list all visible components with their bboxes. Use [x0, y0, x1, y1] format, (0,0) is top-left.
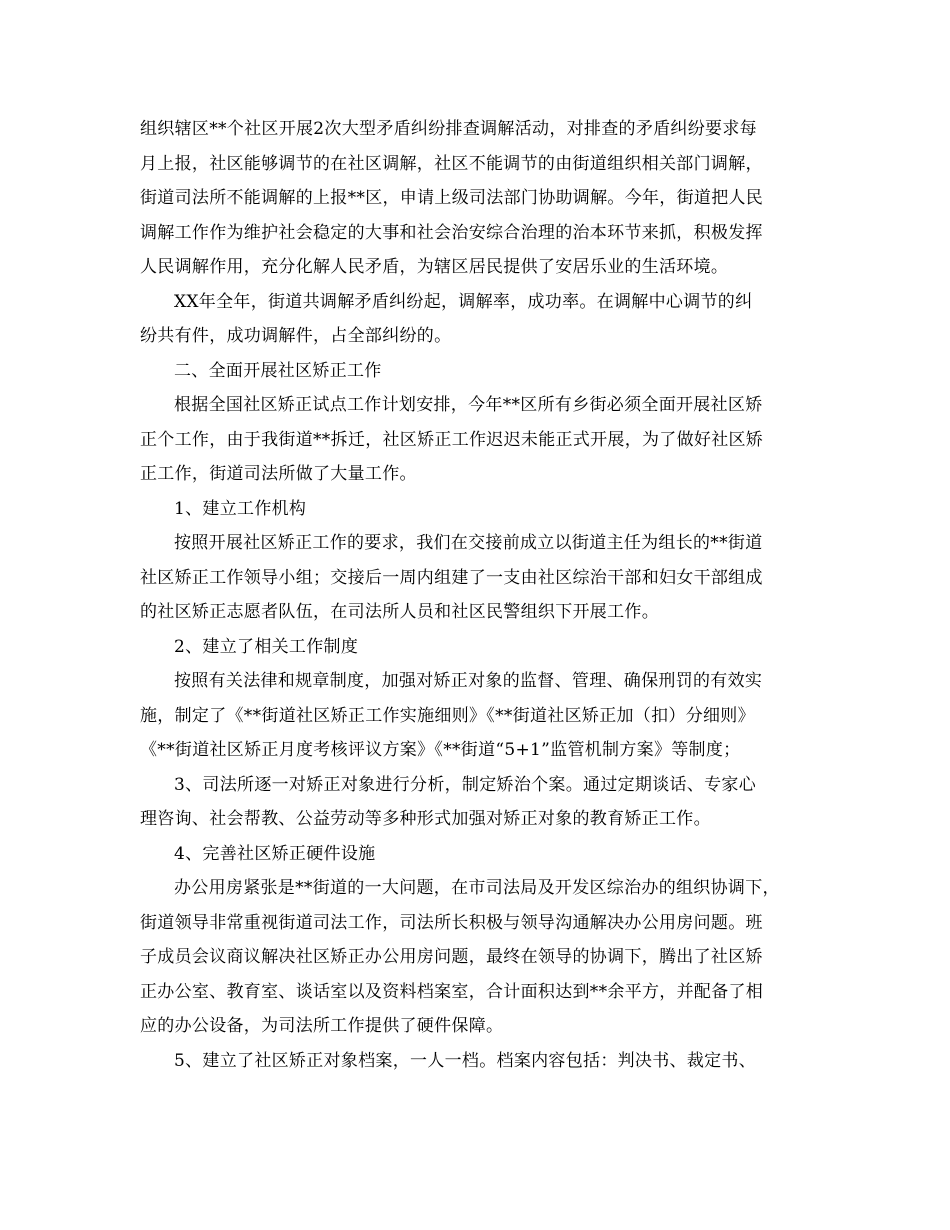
text-line: 调解工作作为维护社会稳定的大事和社会治安综合治理的治本环节来抓，积极发挥	[140, 222, 763, 243]
text-line: 理咨询、社会帮教、公益劳动等多种形式加强对矫正对象的教育矫正工作。	[140, 809, 711, 829]
text-line: 正工作，街道司法所做了大量工作。	[140, 464, 417, 484]
text-line: 子成员会议商议解决社区矫正办公用房问题，最终在领导的协调下，腾出了社区矫	[140, 947, 763, 967]
text-line: 按照有关法律和规章制度，加强对矫正对象的监督、管理、确保刑罚的有效实	[174, 671, 763, 691]
text-line: 社区矫正工作领导小组；交接后一周内组建了一支由社区综治干部和妇女干部组成	[140, 567, 763, 588]
text-line: 组织辖区**个社区开展2次大型矛盾纠纷排查调解活动，对排查的矛盾纠纷要求每	[140, 119, 757, 139]
text-line: 人民调解作用，充分化解人民矛盾，为辖区居民提供了安居乐业的生活环境。	[140, 257, 729, 277]
text-line: 月上报，社区能够调节的在社区调解，社区不能调节的由街道组织相关部门调解，	[140, 153, 763, 174]
text-line: 5、建立了社区矫正对象档案，一人一档。档案内容包括：判决书、裁定书、	[174, 1050, 757, 1071]
subsection-heading: 4、完善社区矫正硬件设施	[174, 843, 376, 864]
text-line: 按照开展社区矫正工作的要求，我们在交接前成立以街道主任为组长的**街道	[174, 533, 763, 553]
text-line: 应的办公设备，为司法所工作提供了硬件保障。	[140, 1016, 504, 1036]
text-line: 办公用房紧张是**街道的一大问题，在市司法局及开发区综治办的组织协调下，	[174, 878, 780, 898]
section-heading: 二、全面开展社区矫正工作	[174, 360, 382, 381]
text-line: 施，制定了《**街道社区矫正工作实施细则》《**街道社区矫正加（扣）分细则》	[140, 705, 755, 726]
text-line: 纷共有件，成功调解件，占全部纠纷的。	[140, 326, 452, 346]
document-body	[140, 112, 822, 1078]
text-line: 街道领导非常重视街道司法工作，司法所长积极与领导沟通解决办公用房问题。班	[140, 912, 763, 933]
text-line: 根据全国社区矫正试点工作计划安排，今年**区所有乡街必须全面开展社区矫	[174, 395, 763, 415]
subsection-heading: 1、建立工作机构	[174, 498, 307, 519]
text-line: 3、司法所逐一对矫正对象进行分析，制定矫治个案。通过定期谈话、专家心	[174, 774, 757, 795]
text-line: 的社区矫正志愿者队伍，在司法所人员和社区民警组织下开展工作。	[140, 602, 659, 622]
text-line: 正办公室、教育室、谈话室以及资料档案室，合计面积达到**余平方，并配备了相	[140, 981, 764, 1002]
text-line: 《**街道社区矫正月度考核评议方案》《**街道“5+1”监管机制方案》等制度；	[140, 740, 741, 760]
text-line: 正个工作，由于我街道**拆迁，社区矫正工作迟迟未能正式开展，为了做好社区矫	[140, 429, 764, 450]
text-line: 街道司法所不能调解的上报**区，申请上级司法部门协助调解。今年，街道把人民	[140, 188, 764, 208]
subsection-heading: 2、建立了相关工作制度	[174, 636, 359, 657]
text-line: XX年全年，街道共调解矛盾纠纷起，调解率，成功率。在调解中心调节的纠	[174, 291, 753, 312]
